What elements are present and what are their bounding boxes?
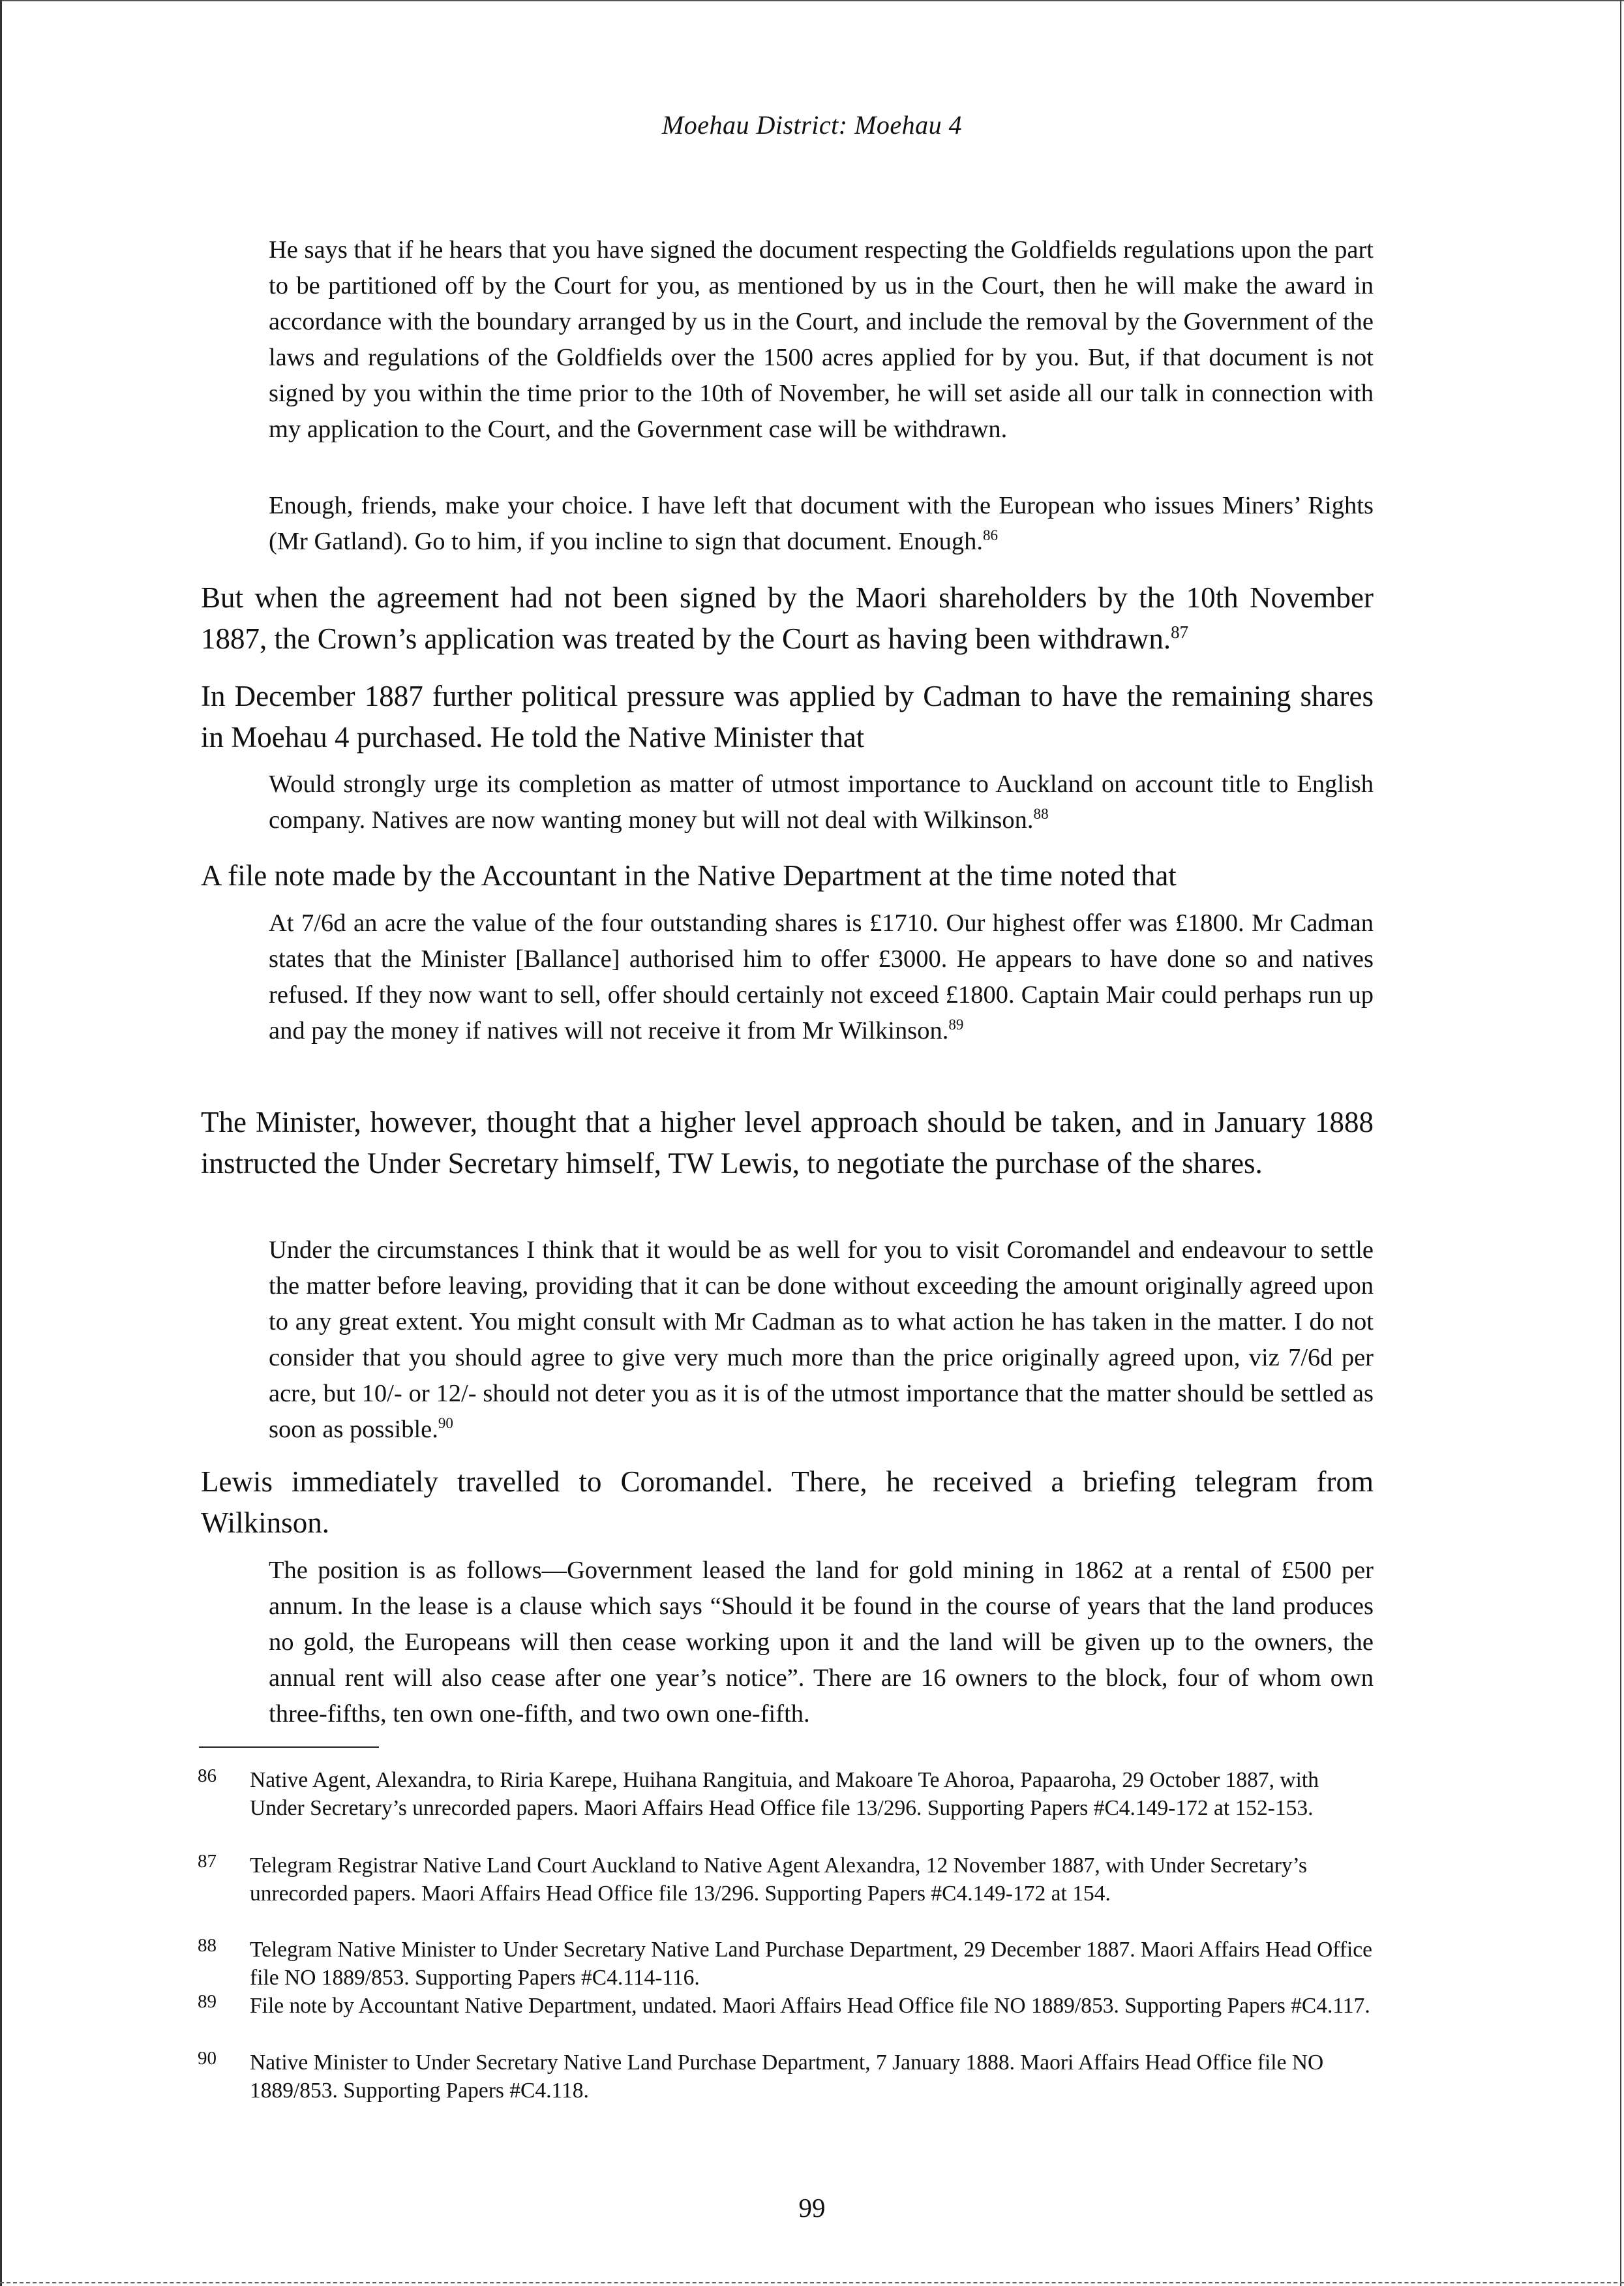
- block-quote: The position is as follows—Government leased the land for gold mining in 1862 at a rental of £500 per annum. In the lease is a clause which says “Should it be found in the course of years that the land produces no gold, the Europeans will then cease working upon it and the land will be given up to the owners, the annual rent will also cease after one year’s notice”. There are 16 owners to the block, four of whom own three-fifths, ten own one-fifth, and two own one-fifth.: [269, 1557, 1374, 1728]
- footnote-ref: 89: [948, 1016, 964, 1033]
- scan-border-bottom: [0, 2282, 1624, 2283]
- footnote: [198, 1852, 1374, 1908]
- footnote-text: Native Minister to Under Secretary Native Land Purchase Department, 7 January 1888. Maori Affairs Head Office file NO 1889/853. Supporting Papers #C4.118.: [250, 2050, 1324, 2103]
- block-quote: Under the circumstances I think that it would be as well for you to visit Coromandel and endeavour to settle the matter before leaving, providing that it can be done without exceeding the amount originally agreed upon to any great extent. You might consult with Mr Cadman as to what action he has taken in the matter. I do not consider that you should agree to give very much more than the price originally agreed upon, viz 7/6d per acre, but 10/- or 12/- should not deter you as it is of the utmost importance that the matter should be settled as soon as possible.$^{90}$: [269, 1236, 1374, 1443]
- footnote-number: 88: [198, 1935, 217, 1956]
- block-quote: Enough, friends, make your choice. I have left that document with the European who issues Miners’ Rights (Mr Gatland). Go to him, if you incline to sign that document. Enough.$^{86}$: [269, 492, 1374, 555]
- footnote: [198, 1936, 1374, 1992]
- block-quote: Would strongly urge its completion as matter of utmost importance to Auckland on account title to English company. Natives are now wanting money but will not deal with Wilkinson.$^{88}$: [269, 770, 1374, 834]
- footnote-ref: 88: [1033, 805, 1049, 823]
- footnote-number: 87: [198, 1851, 217, 1872]
- body-paragraph: But when the agreement had not been signed by the Maori shareholders by the 10th November 1887, the Crown’s application was treated by the Court as having been withdrawn.$^{87}$: [201, 581, 1374, 655]
- footnote-text: Native Agent, Alexandra, to Riria Karepe, Huihana Rangituia, and Makoare Te Ahoroa, Papaaroha, 29 October 1887, with Under Secretary’s unrecorded papers. Maori Affairs Head Office file 13/296. Supporting Papers #C4.149-172 at 152-153.: [250, 1768, 1319, 1820]
- body-paragraph: A file note made by the Accountant in the Native Department at the time noted that: [201, 859, 1177, 892]
- running-header: Moehau District: Moehau 4: [661, 110, 963, 140]
- footnote-text: Telegram Registrar Native Land Court Auckland to Native Agent Alexandra, 12 November 1887, with Under Secretary’s unrecorded papers. Maori Affairs Head Office file 13/296. Supporting Papers #C4.149-172 at 154.: [250, 1853, 1308, 1906]
- block-quote: He says that if he hears that you have signed the document respecting the Goldfields regulations upon the part to be partitioned off by the Court for you, as mentioned by us in the Court, then he will make the award in accordance with the boundary arranged by us in the Court, and include the removal by the Government of the laws and regulations of the Goldfields over the 1500 acres applied for by you. But, if that document is not signed by you within the time prior to the 10th of November, he will set aside all our talk in connection with my application to the Court, and the Government case will be withdrawn.: [269, 236, 1374, 443]
- scan-border-left: [0, 0, 2, 2286]
- footnote-text: File note by Accountant Native Department, undated. Maori Affairs Head Office file NO 1889/853. Supporting Papers #C4.117.: [250, 1994, 1370, 2018]
- body-paragraph: The Minister, however, thought that a higher level approach should be taken, and in January 1888 instructed the Under Secretary himself, TW Lewis, to negotiate the purchase of the shares.: [201, 1106, 1374, 1180]
- footnote-number: 90: [198, 2048, 217, 2069]
- footnote-number: 86: [198, 1765, 217, 1786]
- scan-border-right: [1620, 0, 1621, 2286]
- body-paragraph: In December 1887 further political pressure was applied by Cadman to have the remaining shares in Moehau 4 purchased. He told the Native Minister that: [201, 680, 1374, 754]
- footnote-ref: 90: [438, 1414, 453, 1432]
- footnote-text: Telegram Native Minister to Under Secretary Native Land Purchase Department, 29 December 1887. Maori Affairs Head Office file NO 1889/853. Supporting Papers #C4.114-116.: [250, 1938, 1373, 1990]
- page-number: 99: [798, 2193, 826, 2223]
- footnote-separator: [199, 1746, 379, 1748]
- footnote-number: 89: [198, 1991, 217, 2012]
- scan-border-top: [0, 0, 1624, 1]
- footnote: [198, 1766, 1374, 1822]
- block-quote: At 7/6d an acre the value of the four outstanding shares is £1710. Our highest offer was £1800. Mr Cadman states that the Minister [Ballance] authorised him to offer £3000. He appears to have done so and natives refused. If they now want to sell, offer should certainly not exceed £1800. Captain Mair could perhaps run up and pay the money if natives will not receive it from Mr Wilkinson.$^{89}$: [269, 909, 1374, 1044]
- footnote: [198, 2049, 1374, 2105]
- footnote: [198, 1992, 1374, 2020]
- footnote-ref: 86: [982, 526, 999, 544]
- body-paragraph: Lewis immediately travelled to Coromandel. There, he received a briefing telegram from Wilkinson.: [201, 1465, 1374, 1539]
- footnote-ref: 87: [1171, 622, 1189, 642]
